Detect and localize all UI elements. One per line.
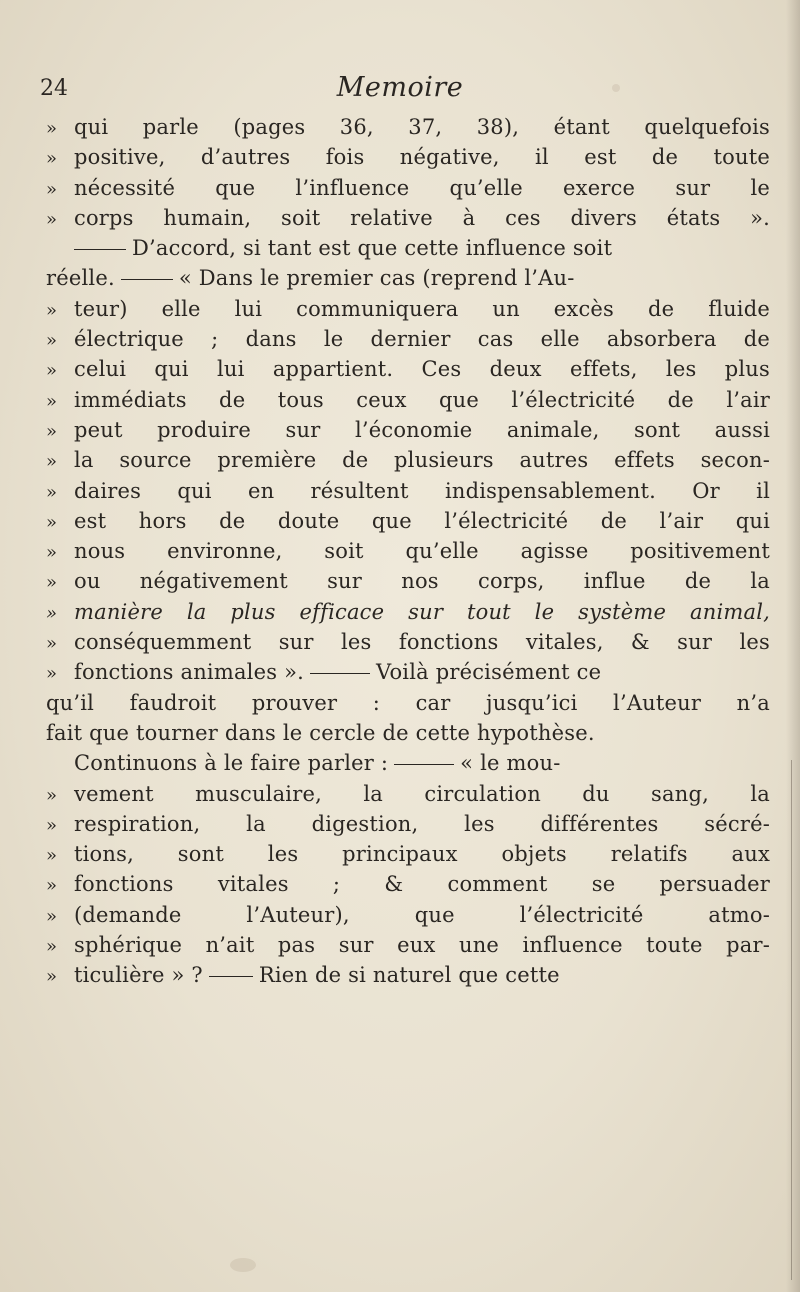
text-line xyxy=(46,809,770,839)
line-text: qui parle (pages 36, 37, 38), étant quelquefois xyxy=(74,115,770,139)
text-line xyxy=(46,536,770,566)
quote-mark: » xyxy=(46,663,58,685)
quote-mark: » xyxy=(46,572,58,594)
text-line xyxy=(46,566,770,596)
text-line xyxy=(46,960,770,990)
quote-mark: » xyxy=(46,814,58,836)
text-line xyxy=(46,869,770,899)
em-dash-rule xyxy=(394,764,454,765)
text-line xyxy=(46,142,770,172)
line-text: vement musculaire, la circulation du sang, la xyxy=(74,781,770,806)
quote-mark: » xyxy=(46,360,58,382)
em-dash-rule xyxy=(121,279,173,280)
quote-mark: » xyxy=(46,905,58,927)
line-text: ou négativement sur nos corps, influe de la xyxy=(74,569,770,594)
quote-mark: » xyxy=(46,966,58,988)
quote-mark: » xyxy=(46,208,58,230)
quote-mark: » xyxy=(46,330,58,352)
line-text: tions, sont les principaux objets relatifs aux xyxy=(74,842,770,867)
text-line xyxy=(46,476,770,506)
line-text: sphérique n’ait pas sur eux une influence toute par- xyxy=(74,933,770,958)
quote-mark: » xyxy=(46,148,58,170)
line-text: Rien de si naturel que cette xyxy=(258,963,560,988)
text-line xyxy=(46,839,770,869)
text-line xyxy=(46,233,770,263)
line-text: D’accord, si tant est que cette influence soit xyxy=(132,236,613,261)
line-text: teur) elle lui communiquera un excès de fluide xyxy=(74,296,770,321)
line-text: immédiats de tous ceux que l’électricité de l’air xyxy=(74,387,770,412)
line-text: celui qui lui appartient. Ces deux effets, les plus xyxy=(74,357,770,382)
text-line xyxy=(46,930,770,960)
quote-mark: » xyxy=(46,845,58,867)
text-line xyxy=(46,597,770,627)
quote-mark: » xyxy=(46,602,58,624)
line-text: corps humain, soit relative à ces divers états ». xyxy=(74,205,770,230)
text-line xyxy=(46,718,770,748)
line-text: « le mou- xyxy=(460,751,561,776)
em-dash-rule xyxy=(209,976,253,977)
paper-spot xyxy=(230,1258,256,1272)
quote-mark: » xyxy=(46,511,58,533)
quote-mark: » xyxy=(46,178,58,200)
line-text: nécessité que l’influence qu’elle exerce sur le xyxy=(74,175,770,200)
line-text: positive, d’autres fois négative, il est de toute xyxy=(74,145,770,170)
quote-mark: » xyxy=(46,451,58,473)
em-dash-rule xyxy=(74,249,126,250)
quote-mark: » xyxy=(46,390,58,412)
line-text: (demande l’Auteur), que l’électricité atmo- xyxy=(74,902,770,927)
quote-mark: » xyxy=(46,542,58,564)
quote-mark: » xyxy=(46,875,58,897)
quote-mark: » xyxy=(46,784,58,806)
em-dash-rule xyxy=(310,673,370,674)
line-text: fonctions vitales ; & comment se persuader xyxy=(74,872,770,897)
line-text: électrique ; dans le dernier cas elle absorbera de xyxy=(74,327,770,352)
text-line xyxy=(46,779,770,809)
quote-mark: » xyxy=(46,420,58,442)
text-line xyxy=(46,627,770,657)
line-text: manière la plus efficace sur tout le système animal, xyxy=(74,599,770,624)
page-edge-line xyxy=(791,760,792,1280)
text-line xyxy=(46,900,770,930)
text-line xyxy=(46,506,770,536)
text-line xyxy=(46,354,770,384)
line-text: conséquemment sur les fonctions vitales, & sur les xyxy=(74,630,770,655)
quote-mark: » xyxy=(46,299,58,321)
text-line xyxy=(46,415,770,445)
line-text: ticulière » ? xyxy=(74,963,203,988)
page-header xyxy=(40,72,760,112)
page-number: 24 xyxy=(40,76,68,101)
text-line xyxy=(46,445,770,475)
text-line xyxy=(46,263,770,293)
quote-mark: » xyxy=(46,481,58,503)
text-line xyxy=(46,324,770,354)
text-line xyxy=(46,657,770,687)
line-text: réelle. xyxy=(46,266,115,291)
quote-mark: » xyxy=(46,633,58,655)
line-text: Voilà précisément ce xyxy=(376,660,602,685)
line-text: fonctions animales ». xyxy=(74,660,304,685)
line-text: peut produire sur l’économie animale, sont aussi xyxy=(74,417,770,442)
line-text: la source première de plusieurs autres effets secon- xyxy=(74,448,770,473)
line-text: est hors de doute que l’électricité de l’air qui xyxy=(74,508,770,533)
quote-mark: » xyxy=(46,118,58,139)
text-line xyxy=(46,688,770,718)
line-text: Continuons à le faire parler : xyxy=(74,751,389,776)
quote-mark: » xyxy=(46,936,58,958)
text-line xyxy=(46,748,770,778)
running-head: Memoire xyxy=(336,72,464,103)
line-text: nous environne, soit qu’elle agisse positivement xyxy=(74,539,770,564)
line-text: respiration, la digestion, les différentes sécré- xyxy=(74,811,770,836)
body-text xyxy=(46,112,770,991)
line-text: daires qui en résultent indispensablement. Or il xyxy=(74,478,770,503)
text-line xyxy=(46,173,770,203)
text-line xyxy=(46,112,770,142)
text-line xyxy=(46,385,770,415)
line-text: qu’il faudroit prouver : car jusqu’ici l’Auteur n’a xyxy=(46,690,770,715)
line-text: fait que tourner dans le cercle de cette hypothèse. xyxy=(46,720,595,745)
page-edge-shadow xyxy=(786,0,800,1292)
line-text: « Dans le premier cas (reprend l’Au- xyxy=(178,266,575,291)
text-line xyxy=(46,203,770,233)
text-line xyxy=(46,294,770,324)
